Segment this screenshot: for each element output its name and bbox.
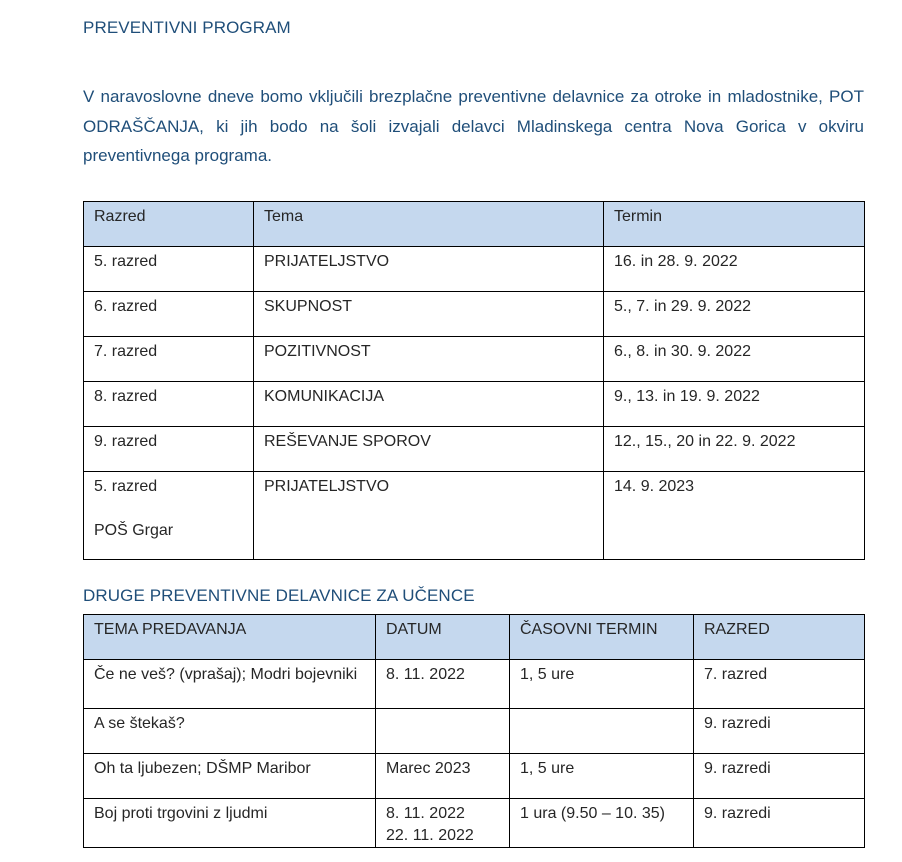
cell-tema: Če ne veš? (vprašaj); Modri bojevniki: [84, 660, 376, 709]
cell-tema: REŠEVANJE SPOROV: [254, 427, 604, 472]
table-row: [84, 709, 865, 754]
table-row: [84, 292, 865, 337]
cell-razred: 6. razred: [84, 292, 254, 337]
cell-datum-second: 22. 11. 2022: [386, 827, 474, 844]
cell-tema: PRIJATELJSTVO: [254, 247, 604, 292]
other-workshops-table: [83, 614, 865, 848]
column-header-razred: Razred: [84, 202, 254, 247]
table-row: [84, 382, 865, 427]
cell-razred: 5. razred: [84, 247, 254, 292]
cell-tema: A se štekaš?: [84, 709, 376, 754]
cell-razred: 9. razredi: [694, 799, 865, 848]
cell-datum-first: 8. 11. 2022: [386, 805, 465, 822]
cell-termin: 14. 9. 2023: [604, 472, 865, 560]
cell-termin: [510, 709, 694, 754]
cell-termin: 9., 13. in 19. 9. 2022: [604, 382, 865, 427]
cell-razred: 9. razred: [84, 427, 254, 472]
cell-razred: 8. razred: [84, 382, 254, 427]
column-header-tema-predavanja: TEMA PREDAVANJA: [84, 615, 376, 660]
table-header-row: [84, 202, 865, 247]
cell-datum: 8. 11. 2022: [376, 660, 510, 709]
cell-razred: 7. razred: [694, 660, 865, 709]
cell-tema: POZITIVNOST: [254, 337, 604, 382]
cell-termin: 12., 15., 20 in 22. 9. 2022: [604, 427, 865, 472]
cell-tema: PRIJATELJSTVO: [254, 472, 604, 560]
cell-tema: KOMUNIKACIJA: [254, 382, 604, 427]
section-heading-other-workshops: DRUGE PREVENTIVNE DELAVNICE ZA UČENCE: [83, 586, 475, 605]
cell-razred-note: POŠ Grgar: [94, 522, 174, 539]
cell-razred: [84, 472, 254, 560]
table-header-row: [84, 615, 865, 660]
cell-razred-value: 5. razred: [94, 478, 158, 495]
cell-tema: Oh ta ljubezen; DŠMP Maribor: [84, 754, 376, 799]
cell-termin: 1 ura (9.50 – 10. 35): [510, 799, 694, 848]
table-row: [84, 660, 865, 709]
cell-termin: 5., 7. in 29. 9. 2022: [604, 292, 865, 337]
column-header-datum: DATUM: [376, 615, 510, 660]
preventive-program-table: [83, 201, 865, 560]
table-row: [84, 799, 865, 848]
cell-datum: [376, 709, 510, 754]
cell-termin: 16. in 28. 9. 2022: [604, 247, 865, 292]
column-header-tema: Tema: [254, 202, 604, 247]
cell-razred: 7. razred: [84, 337, 254, 382]
cell-termin: 6., 8. in 30. 9. 2022: [604, 337, 865, 382]
cell-razred: 9. razredi: [694, 709, 865, 754]
table-row: [84, 472, 865, 560]
cell-termin: 1, 5 ure: [510, 754, 694, 799]
cell-razred: 9. razredi: [694, 754, 865, 799]
cell-datum: [376, 799, 510, 848]
cell-datum: Marec 2023: [376, 754, 510, 799]
table-row: [84, 337, 865, 382]
column-header-razred: RAZRED: [694, 615, 865, 660]
cell-tema: Boj proti trgovini z ljudmi: [84, 799, 376, 848]
table-row: [84, 427, 865, 472]
column-header-casovni-termin: ČASOVNI TERMIN: [510, 615, 694, 660]
section-heading-preventive-program: PREVENTIVNI PROGRAM: [83, 18, 291, 37]
intro-paragraph: V naravoslovne dneve bomo vključili brezplačne preventivne delavnice za otroke in mladostnike, POT ODRAŠČANJA, ki jih bodo na šoli izvajali delavci Mladinskega centra Nova Gorica v okviru preventivnega programa.: [83, 87, 864, 165]
column-header-termin: Termin: [604, 202, 865, 247]
cell-termin: 1, 5 ure: [510, 660, 694, 709]
table-row: [84, 754, 865, 799]
table-row: [84, 247, 865, 292]
cell-tema: SKUPNOST: [254, 292, 604, 337]
